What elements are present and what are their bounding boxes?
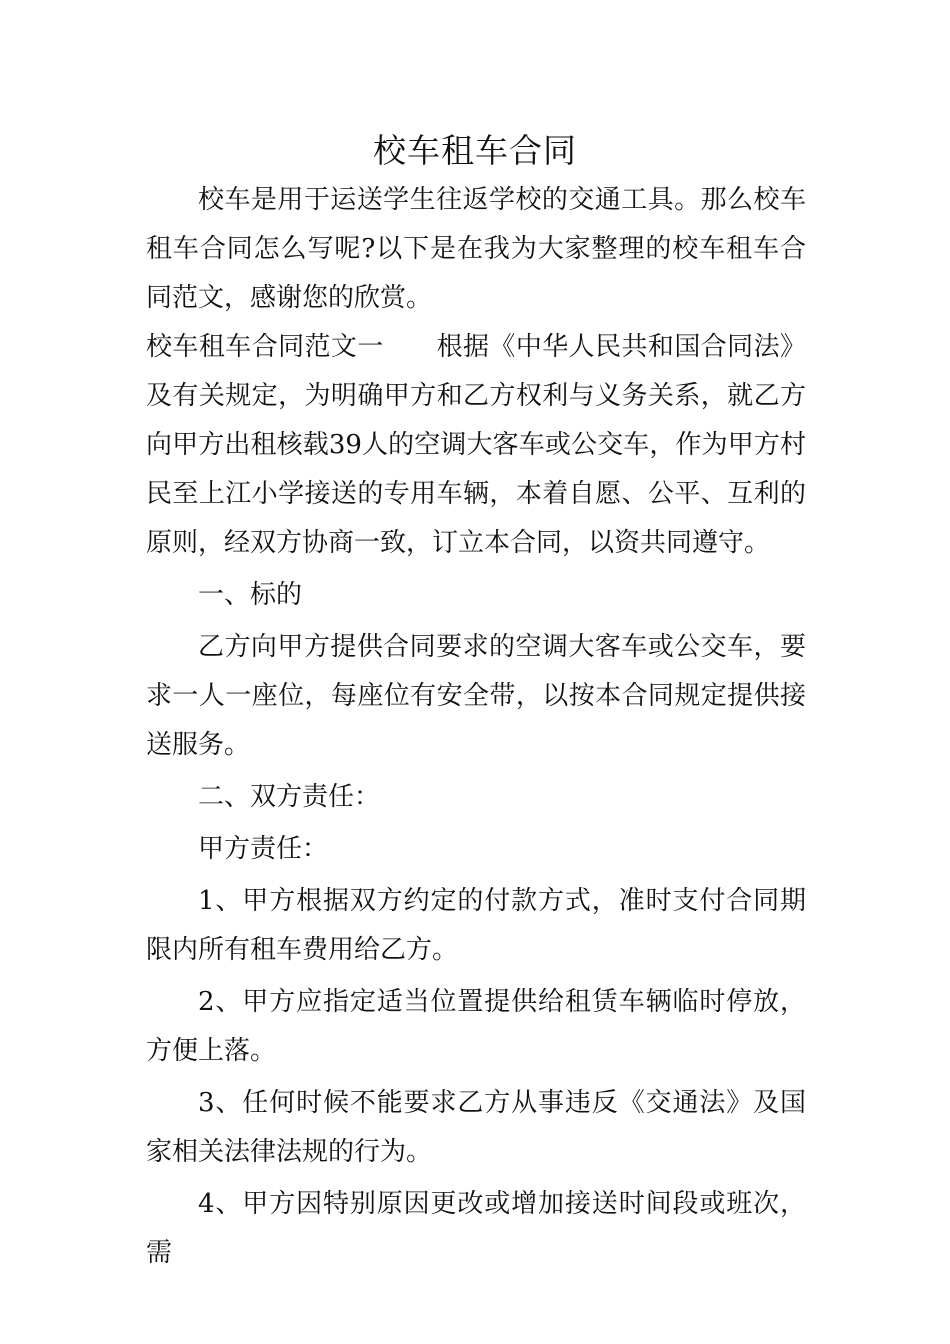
party-a-heading: 甲方责任： xyxy=(198,834,329,864)
document-title: 校车租车合同 xyxy=(373,131,577,170)
section-heading-responsibilities: 二、双方责任： xyxy=(198,782,381,812)
section-heading-subject: 一、标的 xyxy=(198,580,303,610)
document-body xyxy=(146,176,806,1278)
clause-1: 1、甲方根据双方约定的付款方式，准时支付合同期限内所有租车费用给乙方。 xyxy=(146,886,806,965)
intro-paragraph: 校车是用于运送学生往返学校的交通工具。那么校车租车合同怎么写呢?以下是在我为大家整理的校车租车合同范文，感谢您的欣赏。 xyxy=(146,185,806,313)
sample-one-paragraph: 校车租车合同范文一 根据《中华人民共和国合同法》及有关规定，为明确甲方和乙方权利与义务关系，就乙方向甲方出租核载39人的空调大客车或公交车，作为甲方村民至上江小学接送的专用车辆，本着自愿、公平、互利的原则，经双方协商一致，订立本合同，以资共同遵守。 xyxy=(146,332,806,558)
clause-2: 2、甲方应指定适当位置提供给租赁车辆临时停放，方便上落。 xyxy=(146,987,806,1066)
subject-paragraph: 乙方向甲方提供合同要求的空调大客车或公交车，要求一人一座位，每座位有安全带，以按本合同规定提供接送服务。 xyxy=(146,632,806,760)
clause-3: 3、任何时候不能要求乙方从事违反《交通法》及国家相关法律法规的行为。 xyxy=(146,1088,806,1167)
clause-4: 4、甲方因特别原因更改或增加接送时间段或班次，需 xyxy=(146,1189,806,1268)
